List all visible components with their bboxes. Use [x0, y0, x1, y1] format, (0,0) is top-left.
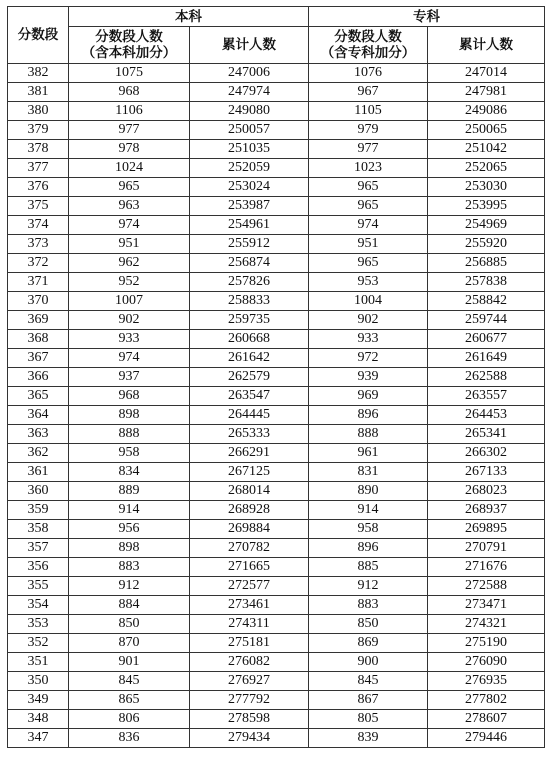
table-row: [8, 558, 545, 577]
undergrad-band-count-cell: 968: [69, 83, 190, 102]
college-cumulative-cell: 273471: [428, 596, 545, 615]
score-cell: 371: [8, 273, 69, 292]
college-band-count-cell: 867: [309, 691, 428, 710]
college-band-count-cell: 850: [309, 615, 428, 634]
college-band-count-cell: 885: [309, 558, 428, 577]
score-cell: 353: [8, 615, 69, 634]
score-cell: 363: [8, 425, 69, 444]
undergrad-group-header: 本科: [69, 7, 309, 27]
college-band-count-cell: 845: [309, 672, 428, 691]
college-band-count-cell: 961: [309, 444, 428, 463]
score-cell: 368: [8, 330, 69, 349]
score-cell: 356: [8, 558, 69, 577]
college-band-count-cell: 939: [309, 368, 428, 387]
score-cell: 380: [8, 102, 69, 121]
undergrad-band-count-cell: 865: [69, 691, 190, 710]
undergrad-band-count-cell: 870: [69, 634, 190, 653]
undergrad-band-count-cell: 952: [69, 273, 190, 292]
college-cumulative-cell: 276935: [428, 672, 545, 691]
table-row: [8, 254, 545, 273]
undergrad-band-count-cell: 951: [69, 235, 190, 254]
undergrad-band-count-header: [69, 27, 190, 64]
table-row: [8, 425, 545, 444]
undergrad-cumulative-cell: 253024: [190, 178, 309, 197]
table-row: [8, 672, 545, 691]
undergrad-band-count-cell: 898: [69, 406, 190, 425]
college-band-count-cell: 890: [309, 482, 428, 501]
table-row: [8, 197, 545, 216]
undergrad-cumulative-cell: 272577: [190, 577, 309, 596]
score-cell: 382: [8, 64, 69, 83]
college-cumulative-cell: 261649: [428, 349, 545, 368]
score-cell: 361: [8, 463, 69, 482]
score-cell: 381: [8, 83, 69, 102]
table-row: [8, 273, 545, 292]
college-band-count-cell: 1076: [309, 64, 428, 83]
score-cell: 349: [8, 691, 69, 710]
college-band-count-cell: 1105: [309, 102, 428, 121]
college-cumulative-cell: 247981: [428, 83, 545, 102]
score-distribution-table: [7, 6, 545, 748]
undergrad-band-count-cell: 850: [69, 615, 190, 634]
undergrad-cumulative-cell: 261642: [190, 349, 309, 368]
undergrad-cumulative-header: 累计人数: [190, 27, 309, 64]
college-band-count-cell: 958: [309, 520, 428, 539]
college-cumulative-cell: 271676: [428, 558, 545, 577]
score-cell: 367: [8, 349, 69, 368]
college-band-count-note: （含专科加分）: [320, 45, 416, 61]
undergrad-cumulative-cell: 267125: [190, 463, 309, 482]
college-band-count-cell: 933: [309, 330, 428, 349]
undergrad-band-count-cell: 978: [69, 140, 190, 159]
score-cell: 377: [8, 159, 69, 178]
college-cumulative-cell: 270791: [428, 539, 545, 558]
score-cell: 378: [8, 140, 69, 159]
undergrad-band-count-cell: 834: [69, 463, 190, 482]
college-band-count-cell: 902: [309, 311, 428, 330]
undergrad-band-count-cell: 974: [69, 349, 190, 368]
college-cumulative-cell: 274321: [428, 615, 545, 634]
college-cumulative-cell: 258842: [428, 292, 545, 311]
college-band-count-cell: 912: [309, 577, 428, 596]
college-cumulative-cell: 260677: [428, 330, 545, 349]
undergrad-cumulative-cell: 250057: [190, 121, 309, 140]
undergrad-cumulative-cell: 247006: [190, 64, 309, 83]
undergrad-band-count-cell: 845: [69, 672, 190, 691]
undergrad-band-count-cell: 963: [69, 197, 190, 216]
undergrad-band-count-cell: 965: [69, 178, 190, 197]
college-band-count-cell: 972: [309, 349, 428, 368]
undergrad-cumulative-cell: 276927: [190, 672, 309, 691]
undergrad-band-count-cell: 912: [69, 577, 190, 596]
undergrad-band-count-cell: 933: [69, 330, 190, 349]
college-cumulative-cell: 263557: [428, 387, 545, 406]
college-group-header: 专科: [309, 7, 545, 27]
college-cumulative-cell: 251042: [428, 140, 545, 159]
undergrad-cumulative-cell: 255912: [190, 235, 309, 254]
score-cell: 359: [8, 501, 69, 520]
college-band-count-cell: 883: [309, 596, 428, 615]
undergrad-band-count-cell: 968: [69, 387, 190, 406]
table-row: [8, 121, 545, 140]
undergrad-band-count-cell: 898: [69, 539, 190, 558]
college-cumulative-cell: 275190: [428, 634, 545, 653]
table-row: [8, 482, 545, 501]
college-cumulative-cell: 266302: [428, 444, 545, 463]
score-cell: 366: [8, 368, 69, 387]
table-row: [8, 691, 545, 710]
college-cumulative-cell: 268937: [428, 501, 545, 520]
score-cell: 370: [8, 292, 69, 311]
header-row-top: [8, 7, 545, 27]
score-cell: 365: [8, 387, 69, 406]
college-cumulative-cell: 253030: [428, 178, 545, 197]
college-band-count-cell: 914: [309, 501, 428, 520]
score-cell: 379: [8, 121, 69, 140]
college-band-count-cell: 965: [309, 197, 428, 216]
undergrad-cumulative-cell: 256874: [190, 254, 309, 273]
college-band-count-cell: 977: [309, 140, 428, 159]
table-row: [8, 710, 545, 729]
undergrad-cumulative-cell: 273461: [190, 596, 309, 615]
college-cumulative-cell: 255920: [428, 235, 545, 254]
score-cell: 360: [8, 482, 69, 501]
table-row: [8, 520, 545, 539]
table-row: [8, 406, 545, 425]
table-row: [8, 463, 545, 482]
table-row: [8, 444, 545, 463]
college-cumulative-cell: 262588: [428, 368, 545, 387]
undergrad-cumulative-cell: 249080: [190, 102, 309, 121]
score-cell: 350: [8, 672, 69, 691]
undergrad-cumulative-cell: 279434: [190, 729, 309, 748]
score-cell: 351: [8, 653, 69, 672]
undergrad-cumulative-cell: 260668: [190, 330, 309, 349]
college-cumulative-cell: 279446: [428, 729, 545, 748]
table-row: [8, 64, 545, 83]
undergrad-band-count-cell: 901: [69, 653, 190, 672]
score-cell: 373: [8, 235, 69, 254]
table-row: [8, 634, 545, 653]
undergrad-band-count-cell: 883: [69, 558, 190, 577]
header-row-sub: [8, 27, 545, 64]
score-cell: 348: [8, 710, 69, 729]
college-cumulative-cell: 257838: [428, 273, 545, 292]
undergrad-band-count-cell: 977: [69, 121, 190, 140]
undergrad-band-count-note: （含本科加分）: [81, 45, 177, 61]
table-row: [8, 368, 545, 387]
college-band-count-cell: 953: [309, 273, 428, 292]
college-band-count-label: 分数段人数: [334, 29, 402, 45]
undergrad-band-count-cell: 914: [69, 501, 190, 520]
college-band-count-cell: 951: [309, 235, 428, 254]
college-cumulative-cell: 276090: [428, 653, 545, 672]
college-band-count-cell: 967: [309, 83, 428, 102]
table-row: [8, 292, 545, 311]
undergrad-cumulative-cell: 257826: [190, 273, 309, 292]
undergrad-cumulative-cell: 271665: [190, 558, 309, 577]
score-band-header: 分数段: [8, 7, 69, 64]
undergrad-band-count-label: 分数段人数: [95, 29, 163, 45]
undergrad-cumulative-cell: 265333: [190, 425, 309, 444]
undergrad-band-count-cell: 1024: [69, 159, 190, 178]
college-band-count-cell: 805: [309, 710, 428, 729]
score-cell: 376: [8, 178, 69, 197]
undergrad-band-count-cell: 889: [69, 482, 190, 501]
score-cell: 372: [8, 254, 69, 273]
table-row: [8, 615, 545, 634]
score-cell: 364: [8, 406, 69, 425]
table-row: [8, 216, 545, 235]
college-cumulative-cell: 265341: [428, 425, 545, 444]
college-cumulative-cell: 253995: [428, 197, 545, 216]
college-band-count-cell: 896: [309, 406, 428, 425]
table-body: [8, 64, 545, 748]
college-band-count-cell: 839: [309, 729, 428, 748]
undergrad-band-count-cell: 884: [69, 596, 190, 615]
undergrad-band-count-cell: 1075: [69, 64, 190, 83]
table-row: [8, 235, 545, 254]
score-cell: 352: [8, 634, 69, 653]
college-cumulative-cell: 256885: [428, 254, 545, 273]
college-band-count-cell: 888: [309, 425, 428, 444]
college-band-count-cell: 965: [309, 178, 428, 197]
college-cumulative-cell: 269895: [428, 520, 545, 539]
college-cumulative-cell: 267133: [428, 463, 545, 482]
undergrad-band-count-cell: 1106: [69, 102, 190, 121]
undergrad-cumulative-cell: 247974: [190, 83, 309, 102]
college-band-count-cell: 900: [309, 653, 428, 672]
undergrad-cumulative-cell: 268014: [190, 482, 309, 501]
score-cell: 354: [8, 596, 69, 615]
college-cumulative-cell: 254969: [428, 216, 545, 235]
score-distribution-table-wrapper: [7, 6, 545, 748]
undergrad-band-count-cell: 956: [69, 520, 190, 539]
undergrad-cumulative-cell: 275181: [190, 634, 309, 653]
undergrad-band-count-cell: 806: [69, 710, 190, 729]
score-cell: 375: [8, 197, 69, 216]
college-band-count-cell: 979: [309, 121, 428, 140]
college-band-count-cell: 1004: [309, 292, 428, 311]
undergrad-cumulative-cell: 252059: [190, 159, 309, 178]
undergrad-band-count-cell: 1007: [69, 292, 190, 311]
college-band-count-cell: 974: [309, 216, 428, 235]
score-cell: 362: [8, 444, 69, 463]
score-cell: 374: [8, 216, 69, 235]
undergrad-band-count-cell: 902: [69, 311, 190, 330]
table-row: [8, 501, 545, 520]
table-row: [8, 729, 545, 748]
undergrad-cumulative-cell: 274311: [190, 615, 309, 634]
table-row: [8, 102, 545, 121]
college-cumulative-header: 累计人数: [428, 27, 545, 64]
table-row: [8, 83, 545, 102]
table-row: [8, 653, 545, 672]
undergrad-cumulative-cell: 262579: [190, 368, 309, 387]
undergrad-cumulative-cell: 251035: [190, 140, 309, 159]
undergrad-cumulative-cell: 277792: [190, 691, 309, 710]
score-cell: 355: [8, 577, 69, 596]
undergrad-band-count-cell: 974: [69, 216, 190, 235]
undergrad-cumulative-cell: 276082: [190, 653, 309, 672]
college-cumulative-cell: 268023: [428, 482, 545, 501]
table-row: [8, 387, 545, 406]
undergrad-band-count-cell: 958: [69, 444, 190, 463]
table-row: [8, 159, 545, 178]
undergrad-band-count-cell: 937: [69, 368, 190, 387]
table-row: [8, 539, 545, 558]
college-band-count-cell: 969: [309, 387, 428, 406]
undergrad-cumulative-cell: 266291: [190, 444, 309, 463]
undergrad-cumulative-cell: 263547: [190, 387, 309, 406]
college-band-count-cell: 896: [309, 539, 428, 558]
undergrad-cumulative-cell: 264445: [190, 406, 309, 425]
college-cumulative-cell: 264453: [428, 406, 545, 425]
undergrad-cumulative-cell: 253987: [190, 197, 309, 216]
college-cumulative-cell: 259744: [428, 311, 545, 330]
college-band-count-cell: 869: [309, 634, 428, 653]
table-row: [8, 349, 545, 368]
college-band-count-cell: 965: [309, 254, 428, 273]
score-cell: 357: [8, 539, 69, 558]
college-cumulative-cell: 252065: [428, 159, 545, 178]
table-row: [8, 330, 545, 349]
college-cumulative-cell: 278607: [428, 710, 545, 729]
table-row: [8, 311, 545, 330]
score-cell: 358: [8, 520, 69, 539]
undergrad-band-count-cell: 888: [69, 425, 190, 444]
college-band-count-cell: 1023: [309, 159, 428, 178]
college-cumulative-cell: 272588: [428, 577, 545, 596]
score-cell: 347: [8, 729, 69, 748]
college-cumulative-cell: 247014: [428, 64, 545, 83]
college-cumulative-cell: 250065: [428, 121, 545, 140]
table-row: [8, 577, 545, 596]
undergrad-cumulative-cell: 268928: [190, 501, 309, 520]
college-cumulative-cell: 249086: [428, 102, 545, 121]
undergrad-cumulative-cell: 259735: [190, 311, 309, 330]
undergrad-cumulative-cell: 269884: [190, 520, 309, 539]
undergrad-cumulative-cell: 258833: [190, 292, 309, 311]
undergrad-band-count-cell: 836: [69, 729, 190, 748]
college-band-count-cell: 831: [309, 463, 428, 482]
undergrad-cumulative-cell: 254961: [190, 216, 309, 235]
undergrad-band-count-cell: 962: [69, 254, 190, 273]
college-band-count-header: [309, 27, 428, 64]
table-row: [8, 178, 545, 197]
undergrad-cumulative-cell: 270782: [190, 539, 309, 558]
table-row: [8, 140, 545, 159]
table-row: [8, 596, 545, 615]
score-cell: 369: [8, 311, 69, 330]
undergrad-cumulative-cell: 278598: [190, 710, 309, 729]
college-cumulative-cell: 277802: [428, 691, 545, 710]
